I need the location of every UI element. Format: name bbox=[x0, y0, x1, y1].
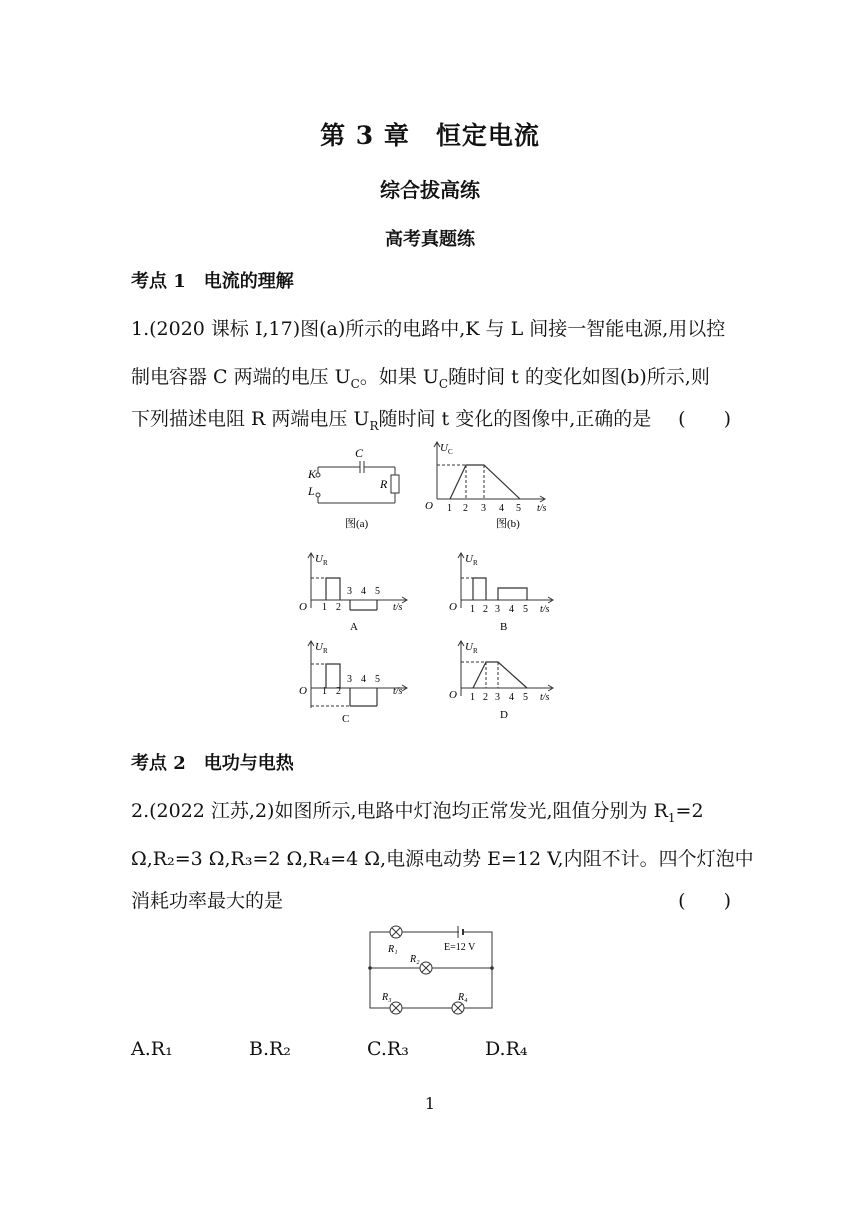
option-a-tick-3: 3 bbox=[347, 586, 352, 597]
option-c-origin: O bbox=[299, 685, 307, 697]
option-a-axis-t: t/s bbox=[393, 602, 403, 613]
fig-b-caption: 图(b) bbox=[496, 518, 520, 530]
fig-b-U: U bbox=[440, 442, 448, 454]
option-d-origin: O bbox=[449, 689, 457, 701]
option-a-U-sub: R bbox=[323, 559, 328, 567]
label-K: K bbox=[308, 467, 317, 481]
option-d-tick-4: 4 bbox=[509, 692, 514, 703]
fig-b-tick-2: 2 bbox=[463, 503, 468, 514]
option-b-origin: O bbox=[449, 601, 457, 613]
option-d-U: U bbox=[465, 641, 473, 653]
option-b-tick-4: 4 bbox=[509, 604, 514, 615]
choice-c[interactable]: C.R₃ bbox=[367, 1038, 409, 1060]
option-d-tick-5: 5 bbox=[523, 692, 528, 703]
q1-options-cd bbox=[295, 636, 575, 726]
option-b-tick-1: 1 bbox=[470, 604, 475, 615]
label-L: L bbox=[308, 484, 315, 498]
q1-line-2: 制电容器 C 两端的电压 $U_C$。如果 $U_C$随时间 t 的变化如图(b)所示,则 bbox=[131, 366, 710, 391]
fig-b-tick-3: 3 bbox=[481, 503, 486, 514]
point-2-heading: 考点 2 电功与电热 bbox=[131, 753, 294, 774]
option-c-U: U bbox=[315, 641, 323, 653]
label-C: C bbox=[355, 446, 364, 460]
fig-b-tick-5: 5 bbox=[516, 503, 521, 514]
option-c-tick-3: 3 bbox=[347, 674, 352, 685]
choice-a[interactable]: A.R₁ bbox=[131, 1038, 173, 1060]
emf-label: E=12 V bbox=[444, 942, 476, 953]
sub-title: 高考真题练 bbox=[385, 229, 475, 250]
choice-d[interactable]: D.R₄ bbox=[485, 1038, 528, 1060]
option-d-tick-3: 3 bbox=[495, 692, 500, 703]
r1-label: R₁ bbox=[388, 944, 398, 955]
page-number: 1 bbox=[424, 1094, 436, 1113]
option-a-tick-5: 5 bbox=[375, 586, 380, 597]
q2-line-1: 2.(2022 江苏,2)如图所示,电路中灯泡均正常发光,阻值分别为 $R_1=2$ bbox=[131, 800, 704, 825]
fig-b-tick-4: 4 bbox=[499, 503, 504, 514]
q2-circuit bbox=[360, 922, 500, 1017]
q2-answer-bracket: ( ) bbox=[678, 890, 731, 912]
point-1-heading: 考点 1 电流的理解 bbox=[131, 271, 294, 292]
q1-answer-bracket: ( ) bbox=[678, 408, 731, 430]
option-b-U: U bbox=[465, 553, 473, 565]
option-d-tick-1: 1 bbox=[470, 692, 475, 703]
q1-figures-top bbox=[300, 437, 570, 537]
option-d-tick-2: 2 bbox=[483, 692, 488, 703]
option-d-caption: D bbox=[500, 709, 508, 721]
option-d-axis-t: t/s bbox=[540, 692, 550, 703]
fig-b-tick-1: 1 bbox=[447, 503, 452, 514]
option-c-tick-2: 2 bbox=[336, 686, 341, 697]
choice-b[interactable]: B.R₂ bbox=[249, 1038, 291, 1060]
option-b-tick-2: 2 bbox=[483, 604, 488, 615]
chapter-title: 第 3 章 恒定电流 bbox=[320, 121, 540, 150]
option-a-tick-1: 1 bbox=[322, 602, 327, 613]
option-c-tick-4: 4 bbox=[361, 674, 366, 685]
option-d-U-sub: R bbox=[473, 647, 478, 655]
section-title: 综合拔高练 bbox=[380, 178, 480, 202]
option-c-tick-1: 1 bbox=[322, 686, 327, 697]
q1-line-3: 下列描述电阻 R 两端电压 $U_R$随时间 t 变化的图像中,正确的是 bbox=[131, 408, 652, 433]
label-R: R bbox=[380, 477, 388, 491]
r3-label: R₃ bbox=[382, 992, 392, 1003]
q2-line-2: Ω,R₂=3 Ω,R₃=2 Ω,R₄=4 Ω,电源电动势 E=12 V,内阻不计。四个灯泡中 bbox=[131, 848, 754, 870]
option-a-tick-4: 4 bbox=[361, 586, 366, 597]
option-a-U: U bbox=[315, 553, 323, 565]
fig-b-U-sub: C bbox=[448, 448, 453, 456]
option-a-origin: O bbox=[299, 601, 307, 613]
r2-label: R₂ bbox=[410, 954, 420, 965]
option-c-tick-5: 5 bbox=[375, 674, 380, 685]
option-b-axis-t: t/s bbox=[540, 604, 550, 615]
option-c-axis-t: t/s bbox=[393, 686, 403, 697]
r4-label: R₄ bbox=[458, 992, 468, 1003]
fig-a-caption: 图(a) bbox=[345, 518, 369, 530]
fig-b-origin: O bbox=[425, 500, 433, 512]
q1-line-1: 1.(2020 课标 Ⅰ,17)图(a)所示的电路中,K 与 L 间接一智能电源,用以控 bbox=[131, 318, 726, 340]
option-b-U-sub: R bbox=[473, 559, 478, 567]
q2-line-3: 消耗功率最大的是 bbox=[131, 890, 284, 912]
option-b-caption: B bbox=[500, 621, 508, 633]
option-a-tick-2: 2 bbox=[336, 602, 341, 613]
option-b-tick-5: 5 bbox=[523, 604, 528, 615]
option-b-tick-3: 3 bbox=[495, 604, 500, 615]
option-c-caption: C bbox=[342, 713, 350, 725]
option-c-U-sub: R bbox=[323, 647, 328, 655]
option-a-caption: A bbox=[350, 621, 358, 633]
q1-options-ab bbox=[295, 548, 575, 638]
fig-b-axis-t: t/s bbox=[537, 503, 547, 514]
